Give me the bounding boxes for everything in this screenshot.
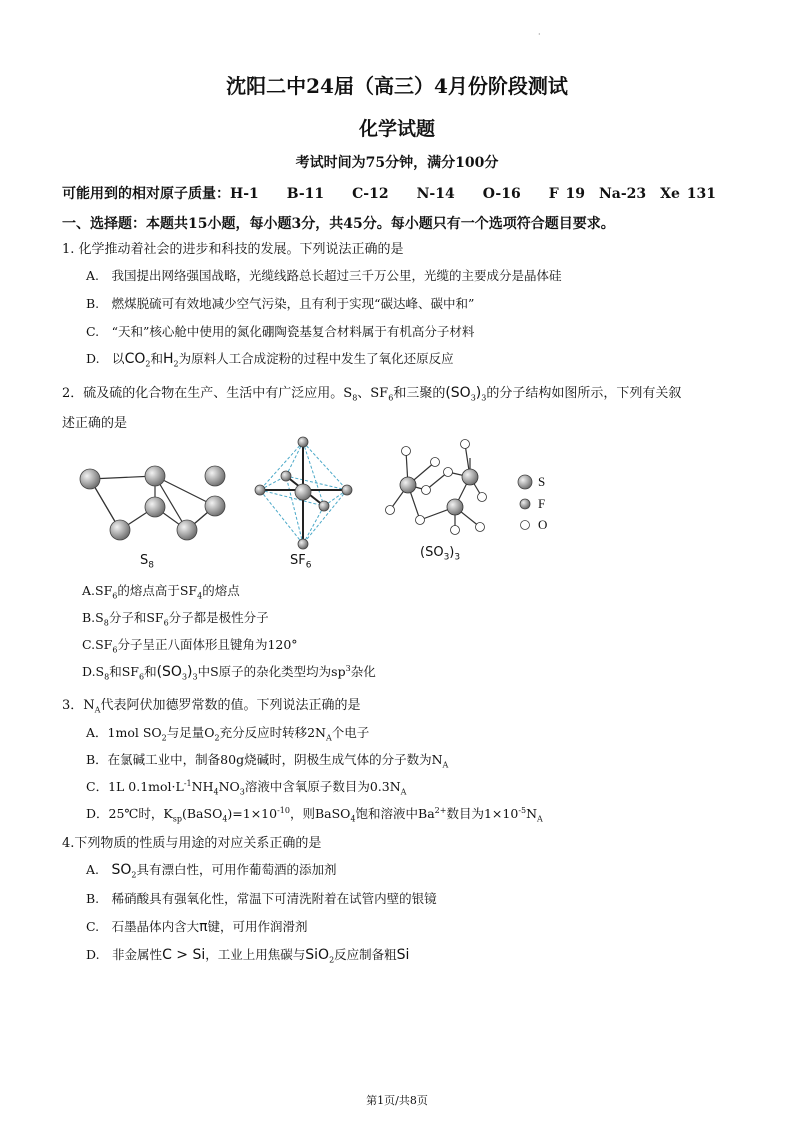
sf6-label: $SF_6$	[290, 553, 312, 571]
q2-option-a: $A.SF_6$的熔点高于$SF_4$的熔点	[82, 583, 240, 601]
q2-stem: 2．硫及硫的化合物在生产、生活中有广泛应用。$S_8$、$SF_6$和三聚的$(SO_3)_3$的分子结构如图所示，下列有关叙	[62, 385, 682, 403]
q4-option-d: D. 非金属性C > Si，工业上用焦碳与SiO$_2$反应制备粗Si	[86, 947, 410, 965]
q2-option-b: $B.S_8$分子和$SF_6$分子都是极性分子	[82, 610, 269, 628]
legend-o: O	[538, 517, 548, 532]
legend-f: F	[538, 496, 546, 511]
page-number: 第1页/共8页	[366, 1094, 428, 1107]
exam-info: 考试时间为75分钟，满分100分	[295, 155, 499, 171]
q3-stem: 3．$N_A$代表阿伏加德罗常数的值。下列说法正确的是	[62, 698, 361, 715]
q4-stem: 4.下列物质的性质与用途的对应关系正确的是	[62, 836, 322, 851]
q3-option-d: D．25℃时，$K_{sp}(BaSO_4)=1\times 10^{-10}$，则BaSO$_4$饱和溶液中$Ba^{2+}$数目为$1\times 10^{-5}N_A$	[86, 805, 543, 824]
q3-option-a: A．1mol $SO_2$与足量$O_2$充分反应时转移$2N_A$个电子	[86, 725, 370, 743]
q4-option-c: C. 石墨晶体内含大π键，可用作润滑剂	[86, 919, 308, 935]
legend-s: S	[538, 474, 546, 489]
s8-label: $S_8$	[140, 553, 154, 571]
corner-mark: ·	[538, 30, 541, 39]
q1-option-b: B. 燃煤脱硫可有效地减少空气污染，且有利于实现“碳达峰、碳中和”	[86, 296, 475, 311]
subject-title: 化学试题	[358, 118, 435, 140]
q2-stem-line2: 述正确的是	[62, 416, 128, 431]
so3-trimer-molecule	[386, 440, 487, 535]
q1-option-d: D. 以$CO_2$和$H_2$为原料人工合成淀粉的过程中发生了氧化还原反应	[86, 351, 454, 369]
section-heading: 一、选择题：本题共15小题，每小题3分，共45分。每小题只有一个选项符合题目要求。	[62, 216, 615, 232]
so3-trimer-label: $(SO_3)_3$	[420, 545, 461, 563]
q3-option-c: C．1L $0.1mol\cdot L^{-1}NH_4NO_3$溶液中含氧原子数目为$0.3N_A$	[86, 778, 407, 797]
q2-option-c: $C.SF_6$分子呈正八面体形且键角为120°	[82, 637, 298, 655]
q1-stem: 1. 化学推动着社会的进步和科技的发展。下列说法正确的是	[62, 242, 404, 257]
atom-legend	[518, 475, 532, 530]
q4-option-b: B. 稀硝酸具有强氧化性，常温下可清洗附着在试管内壁的银镜	[86, 891, 437, 906]
page-title: 沈阳二中24届（高三）4月份阶段测试	[226, 74, 568, 98]
molecule-structures-figure	[60, 432, 580, 577]
s8-atoms	[80, 466, 225, 540]
q4-option-a: A. $SO_2$具有漂白性，可用作葡萄酒的添加剂	[86, 862, 337, 880]
q1-option-a: A. 我国提出网络强国战略，光缆线路总长超过三千万公里，光缆的主要成分是晶体硅	[86, 268, 562, 283]
sf6-molecule	[255, 437, 352, 549]
q1-option-c: C. “天和”核心舱中使用的氮化硼陶瓷基复合材料属于有机高分子材料	[86, 324, 475, 339]
atomic-masses: 可能用到的相对原子质量：H-1 B-11 C-12 N-14 O-16 F 19 Na-23 Xe 131	[62, 186, 717, 202]
q2-option-d: $D.S_8$和$SF_6$和$(SO_3)_3$中S原子的杂化类型均为$sp^3$杂化	[82, 663, 376, 682]
q3-option-b: B．在氯碱工业中，制备80g烧碱时，阴极生成气体的分子数为$N_A$	[86, 752, 449, 770]
